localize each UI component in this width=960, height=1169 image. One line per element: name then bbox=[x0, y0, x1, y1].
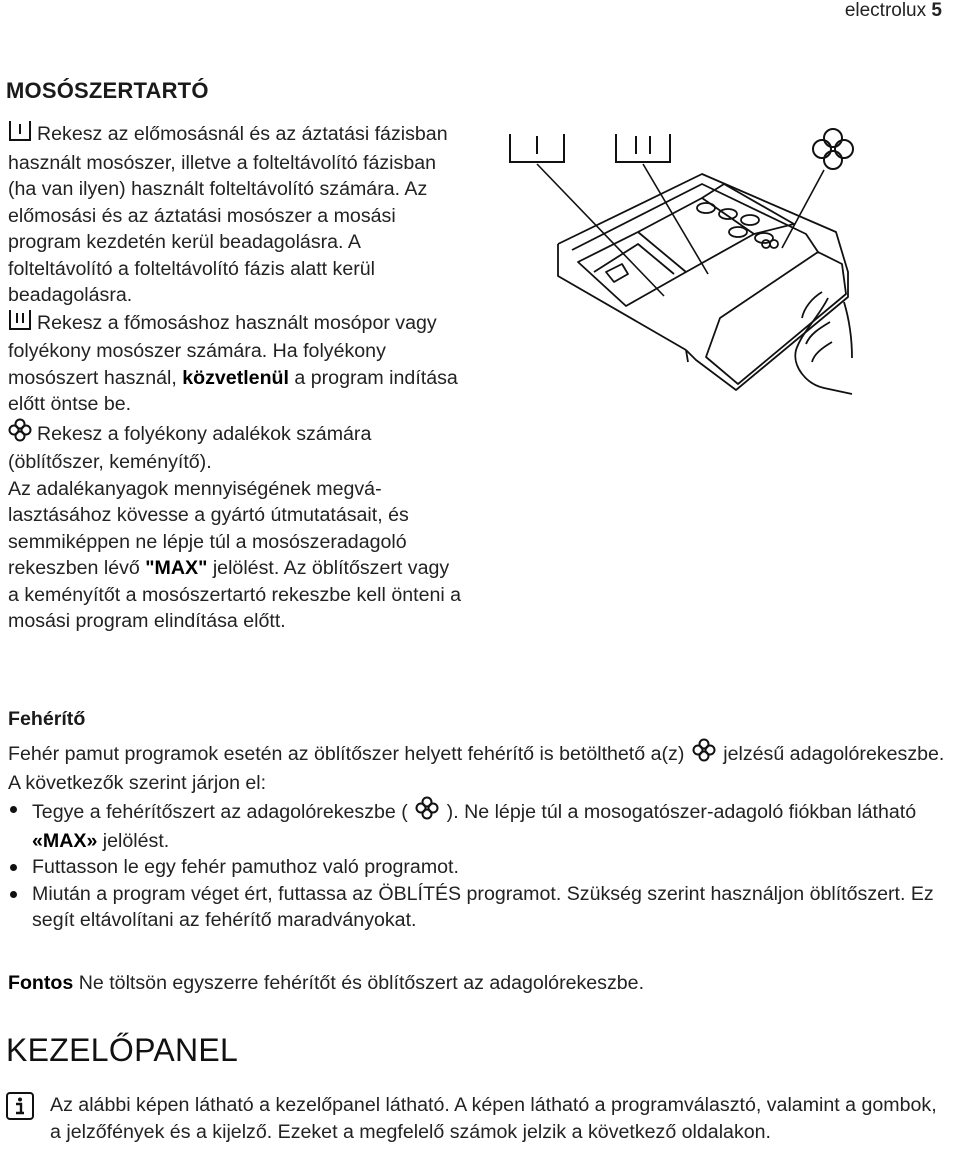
emphasis-directly: közvetlenül bbox=[182, 366, 289, 389]
flower-additive-icon bbox=[415, 796, 439, 828]
list-item: Futtasson le egy fehér pamuthoz való programot. bbox=[8, 854, 948, 881]
important-label: Fontos bbox=[8, 972, 74, 994]
brand-name: electrolux bbox=[844, 0, 927, 21]
mainwash-compartment-icon bbox=[8, 309, 32, 339]
mainwash-paragraph: Rekesz a főmosáshoz használt mosópor vagy folyékony mosószer számára. Ha folyékony mosószert használ, közvetlenül a program indítása előtt öntse be. bbox=[8, 309, 463, 418]
bleach-intro: Fehér pamut programok esetén az öblítőszer helyett fehérítő is betölthető a(z) jelzésű adagolórekeszbe. bbox=[8, 738, 948, 770]
bleach-description bbox=[8, 738, 948, 934]
section-title-control-panel: KEZELŐPANEL bbox=[6, 1032, 239, 1068]
prewash-compartment-icon bbox=[8, 120, 32, 150]
additive-instructions: Az adalékanyagok mennyiségének megválasztásához kövesse a gyártó útmutatásait, és semmiképpen ne lépje túl a mosószeradagoló rekeszben lévő "MAX" jelölést. Az öblítőszert vagy a keményítőt a mosószertartó rekeszbe kell önteni a mosási program elindítása előtt. bbox=[8, 477, 462, 632]
dispenser-description bbox=[8, 120, 463, 635]
prewash-paragraph: Rekesz az előmosásnál és az áztatási fázisban használt mosószer, illetve a folteltávolító fázisban (ha van ilyen) használt folteltávolító számára. Az előmosási és az áztatási mosószer a mosási program kezdetén kerül beadagolásra. A folteltávolító a folteltávolító fázis alatt kerül beadagolásra. bbox=[8, 120, 463, 309]
max-mark: «MAX» bbox=[32, 829, 98, 852]
important-note bbox=[8, 972, 644, 995]
important-text: Ne töltsön egyszerre fehérítőt és öblítőszert az adagolórekeszbe. bbox=[78, 972, 645, 994]
list-item: Miután a program véget ért, futtassa az ÖBLÍTÉS programot. Szükség szerint használjon öblítőszert. Ez segít eltávolítani az fehérítő maradványokat. bbox=[8, 881, 948, 934]
flower-additive-icon bbox=[692, 738, 716, 770]
steps-intro: A következők szerint járjon el: bbox=[8, 771, 267, 794]
list-item: Tegye a fehérítőszert az adagolórekeszbe ( ). Ne lépje túl a mosogatószer-adagoló fiókban látható «MAX» jelölést. bbox=[8, 796, 948, 854]
dispenser-drawer-figure bbox=[506, 122, 854, 440]
section-title-bleach: Fehérítő bbox=[8, 708, 86, 730]
page-header bbox=[845, 0, 942, 22]
bleach-steps bbox=[8, 796, 948, 934]
additive-paragraph: Rekesz a folyékony adalékok számára (öblítőszer, keményítő). bbox=[8, 418, 463, 476]
figure-flower-symbol bbox=[813, 129, 853, 169]
section-title-dispenser: MOSÓSZERTARTÓ bbox=[6, 78, 209, 103]
page-number: 5 bbox=[931, 0, 942, 21]
info-icon bbox=[6, 1092, 34, 1120]
flower-additive-icon bbox=[8, 418, 32, 450]
control-panel-info-text: Az alábbi képen látható a kezelőpanel látható. A képen látható a programválasztó, valamint a gombok, a jelzőfények és a kijelző. Ezeket a megfelelő számok jelzik a következő oldalakon. bbox=[50, 1094, 937, 1143]
figure-mainwash-symbol bbox=[616, 134, 670, 162]
max-mark: "MAX" bbox=[145, 557, 208, 579]
